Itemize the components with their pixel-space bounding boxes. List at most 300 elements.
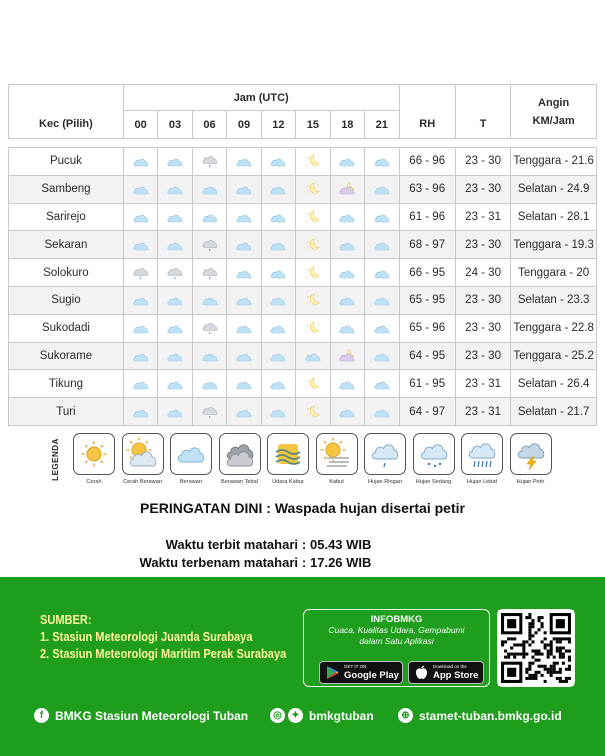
heavy-rain-icon — [461, 433, 503, 475]
header-rh: RH — [399, 85, 455, 139]
kecamatan-cell[interactable]: Sukodadi — [9, 314, 124, 342]
legend-item — [72, 433, 116, 485]
cloud-icon — [170, 433, 212, 475]
legend-label: Udara Kabur — [272, 479, 304, 485]
weather-cell — [365, 148, 399, 176]
moon-icon — [302, 239, 324, 251]
cloudy-icon — [267, 155, 289, 167]
weather-cell — [123, 398, 157, 426]
cloudy-icon — [371, 378, 393, 390]
cloudy-icon — [267, 406, 289, 418]
temperature-cell: 23 - 30 — [455, 148, 510, 176]
cloudy-icon — [164, 183, 186, 195]
legend-label: Hujan Sedang — [415, 479, 452, 485]
facebook-icon: f — [34, 708, 49, 723]
header-hour-12: 12 — [261, 111, 295, 139]
weather-cell — [296, 203, 330, 231]
moon-icon — [302, 155, 324, 167]
rh-cell: 63 - 96 — [399, 175, 455, 203]
header-angin — [511, 85, 597, 139]
moon-cloud-icon — [336, 183, 358, 195]
twitter-icon: ✦ — [288, 708, 303, 723]
kecamatan-cell[interactable]: Solokuro — [9, 259, 124, 287]
legend-label: Hujan Ringan — [368, 479, 402, 485]
haze-icon — [267, 433, 309, 475]
rh-cell: 64 - 95 — [399, 342, 455, 370]
cloudy-icon — [371, 350, 393, 362]
rh-cell: 65 - 95 — [399, 286, 455, 314]
legend-label: Berawan — [179, 479, 203, 485]
light-rain-icon — [130, 267, 152, 279]
legend-item — [412, 433, 456, 485]
weather-cell — [296, 342, 330, 370]
weather-cell — [192, 370, 226, 398]
kecamatan-cell[interactable]: Sarirejo — [9, 203, 124, 231]
wind-cell: Selatan - 24.9 — [511, 175, 597, 203]
header-jam: Jam (UTC) — [123, 85, 399, 111]
kecamatan-cell[interactable]: Pucuk — [9, 148, 124, 176]
weather-cell — [365, 231, 399, 259]
weather-cell — [261, 259, 295, 287]
weather-cell — [261, 314, 295, 342]
header-hour-15: 15 — [296, 111, 330, 139]
kecamatan-cell[interactable]: Tikung — [9, 370, 124, 398]
temperature-cell: 23 - 30 — [455, 314, 510, 342]
moon-cloud-icon — [336, 350, 358, 362]
sunset-value: 17.26 WIB — [310, 555, 372, 570]
weather-cell — [261, 203, 295, 231]
kecamatan-cell[interactable]: Turi — [9, 398, 124, 426]
cloudy-icon — [267, 322, 289, 334]
cloudy-icon — [233, 267, 255, 279]
sun-times — [110, 537, 371, 573]
cloudy-icon — [130, 183, 152, 195]
cloudy-icon — [233, 406, 255, 418]
cloudy-icon — [130, 211, 152, 223]
sunset-label: Waktu terbenam matahari — [139, 555, 298, 570]
weather-cell — [261, 398, 295, 426]
infobmkg-box — [303, 609, 490, 687]
table-row — [9, 370, 597, 398]
cloudy-icon — [267, 378, 289, 390]
source-title: SUMBER: — [40, 612, 92, 627]
cloudy-icon — [233, 183, 255, 195]
weather-cell — [296, 148, 330, 176]
weather-cell — [261, 175, 295, 203]
moon-icon — [302, 267, 324, 279]
cloudy-icon — [233, 155, 255, 167]
wind-cell: Selatan - 21.7 — [511, 398, 597, 426]
cloudy-icon — [371, 322, 393, 334]
sun-cloud-icon — [122, 433, 164, 475]
temperature-cell: 23 - 30 — [455, 231, 510, 259]
cloudy-icon — [199, 378, 221, 390]
sunrise-colon: : — [301, 537, 307, 552]
legend-label: Hujan Petir — [516, 479, 545, 485]
header-hour-09: 09 — [227, 111, 261, 139]
cloudy-icon — [336, 406, 358, 418]
weather-cell — [330, 148, 364, 176]
cloudy-icon — [164, 378, 186, 390]
weather-cell — [296, 314, 330, 342]
sunrise-label: Waktu terbit matahari — [165, 537, 298, 552]
cloudy-icon — [371, 294, 393, 306]
cloudy-icon — [130, 378, 152, 390]
weather-cell — [227, 231, 261, 259]
weather-cell — [261, 370, 295, 398]
header-kec[interactable]: Kec (Pilih) — [9, 85, 124, 139]
source-item-1: 1. Stasiun Meteorologi Juanda Surabaya — [40, 629, 253, 644]
legend-label: Cerah Berawan — [123, 479, 162, 485]
moon-icon — [302, 378, 324, 390]
weather-cell — [296, 231, 330, 259]
legend-item — [363, 433, 407, 485]
table-row — [9, 203, 597, 231]
weather-cell — [123, 370, 157, 398]
cloudy-icon — [371, 183, 393, 195]
infobmkg-subtitle-2: dalam Satu Aplikasi — [359, 636, 434, 646]
wind-cell: Selatan - 23.3 — [511, 286, 597, 314]
legend-label: Cerah — [86, 479, 102, 485]
weather-cell — [330, 370, 364, 398]
legend-label: Berawan Tebal — [221, 479, 258, 485]
early-warning: PERINGATAN DINI : Waspada hujan disertai petir — [140, 500, 465, 516]
table-row — [9, 314, 597, 342]
weather-cell — [330, 231, 364, 259]
wind-cell: Tenggara - 21.6 — [511, 148, 597, 176]
legend-item — [218, 433, 262, 485]
light-rain-icon — [164, 267, 186, 279]
legend — [48, 433, 558, 497]
weather-cell — [192, 398, 226, 426]
infobmkg-subtitle-1: Cuaca, Kualitas Udara, Gempabumi — [328, 625, 465, 635]
cloudy-icon — [233, 239, 255, 251]
rh-cell: 65 - 96 — [399, 314, 455, 342]
legend-title: LEGENDA — [50, 438, 60, 481]
weather-cell — [330, 259, 364, 287]
weather-cell — [227, 370, 261, 398]
weather-cell — [227, 148, 261, 176]
cloudy-icon — [199, 211, 221, 223]
cloudy-icon — [130, 239, 152, 251]
weather-cell — [261, 286, 295, 314]
source-item-2: 2. Stasiun Meteorologi Maritim Perak Surabaya — [40, 646, 287, 661]
weather-cell — [123, 148, 157, 176]
cloudy-icon — [371, 155, 393, 167]
moon-icon — [302, 294, 324, 306]
instagram-icon: ◎ — [270, 708, 285, 723]
moon-icon — [302, 406, 324, 418]
moderate-rain-icon — [413, 433, 455, 475]
cloudy-icon — [336, 378, 358, 390]
weather-cell — [227, 286, 261, 314]
cloudy-icon — [233, 211, 255, 223]
weather-cell — [158, 286, 192, 314]
wind-cell: Tenggara - 25.2 — [511, 342, 597, 370]
cloudy-icon — [164, 322, 186, 334]
temperature-cell: 23 - 30 — [455, 342, 510, 370]
weather-cell — [227, 175, 261, 203]
weather-cell — [158, 342, 192, 370]
cloudy-icon — [267, 183, 289, 195]
wind-cell: Tenggara - 22.8 — [511, 314, 597, 342]
light-rain-icon — [199, 239, 221, 251]
weather-cell — [123, 314, 157, 342]
temperature-cell: 23 - 31 — [455, 370, 510, 398]
forecast-rows — [9, 148, 597, 426]
weather-cell — [365, 286, 399, 314]
facebook-link[interactable] — [34, 708, 248, 723]
table-row — [9, 259, 597, 287]
weather-cell — [261, 231, 295, 259]
cloudy-icon — [336, 211, 358, 223]
cloudy-icon — [130, 350, 152, 362]
weather-cell — [227, 314, 261, 342]
cloudy-icon — [164, 350, 186, 362]
weather-cell — [192, 175, 226, 203]
rh-cell: 61 - 95 — [399, 370, 455, 398]
weather-cell — [261, 148, 295, 176]
weather-cell — [227, 203, 261, 231]
light-rain-icon — [199, 406, 221, 418]
wind-cell: Tenggara - 20 — [511, 259, 597, 287]
weather-cell — [365, 314, 399, 342]
cloudy-icon — [371, 239, 393, 251]
cloudy-icon — [267, 239, 289, 251]
instagram-label: bmkgtuban — [309, 708, 374, 723]
weather-cell — [365, 203, 399, 231]
cloudy-icon — [233, 294, 255, 306]
cloudy-icon — [164, 294, 186, 306]
weather-cell — [158, 370, 192, 398]
cloudy-icon — [199, 294, 221, 306]
cloudy-icon — [336, 322, 358, 334]
weather-cell — [261, 342, 295, 370]
weather-cell — [227, 259, 261, 287]
light-rain-icon — [364, 433, 406, 475]
weather-cell — [123, 231, 157, 259]
weather-cell — [158, 314, 192, 342]
weather-cell — [365, 175, 399, 203]
sunrise-value: 05.43 WIB — [310, 537, 372, 552]
weather-cell — [365, 259, 399, 287]
weather-cell — [296, 259, 330, 287]
sun-icon — [73, 433, 115, 475]
kecamatan-cell[interactable]: Sukorame — [9, 342, 124, 370]
weather-cell — [158, 148, 192, 176]
cloudy-icon — [164, 406, 186, 418]
thunderstorm-icon — [510, 433, 552, 475]
weather-cell — [123, 203, 157, 231]
table-row — [9, 231, 597, 259]
kecamatan-cell[interactable]: Sugio — [9, 286, 124, 314]
qr-code[interactable] — [497, 609, 575, 687]
weather-cell — [123, 175, 157, 203]
app-store-small: Download on the — [433, 664, 467, 669]
cloudy-icon — [130, 406, 152, 418]
google-play-label: Google Play — [344, 670, 399, 681]
weather-cell — [123, 286, 157, 314]
legend-item — [509, 433, 553, 485]
table-row — [9, 342, 597, 370]
rh-cell: 61 - 96 — [399, 203, 455, 231]
cloudy-icon — [336, 239, 358, 251]
legend-label: Kabut — [329, 479, 344, 485]
weather-cell — [192, 203, 226, 231]
facebook-label: BMKG Stasiun Meteorologi Tuban — [55, 708, 249, 723]
legend-item — [460, 433, 504, 485]
light-rain-icon — [199, 322, 221, 334]
header-angin-unit: KM/Jam — [532, 114, 575, 127]
rh-cell: 64 - 97 — [399, 398, 455, 426]
thick-cloud-icon — [219, 433, 261, 475]
cloudy-icon — [199, 183, 221, 195]
header-hour-06: 06 — [192, 111, 226, 139]
sunset-colon: : — [301, 555, 307, 570]
weather-cell — [192, 286, 226, 314]
weather-cell — [158, 259, 192, 287]
moon-icon — [302, 183, 324, 195]
weather-cell — [296, 286, 330, 314]
globe-icon: ⊕ — [398, 708, 413, 723]
weather-cell — [192, 231, 226, 259]
cloudy-icon — [130, 155, 152, 167]
weather-cell — [330, 203, 364, 231]
website-label: stamet-tuban.bmkg.go.id — [419, 708, 562, 723]
weather-cell — [365, 370, 399, 398]
weather-cell — [123, 342, 157, 370]
cloudy-icon — [267, 350, 289, 362]
kecamatan-cell[interactable]: Sambeng — [9, 175, 124, 203]
weather-cell — [365, 342, 399, 370]
moon-icon — [302, 322, 324, 334]
table-row — [9, 175, 597, 203]
google-play-button[interactable] — [319, 661, 403, 684]
weather-cell — [158, 398, 192, 426]
footer — [0, 577, 605, 756]
temperature-cell: 23 - 31 — [455, 398, 510, 426]
wind-cell: Selatan - 26.4 — [511, 370, 597, 398]
cloudy-icon — [164, 239, 186, 251]
weather-cell — [365, 398, 399, 426]
social-links[interactable] — [270, 708, 374, 723]
weather-cell — [192, 259, 226, 287]
weather-cell — [192, 148, 226, 176]
app-store-button[interactable] — [408, 661, 484, 684]
light-rain-icon — [199, 267, 221, 279]
cloudy-icon — [336, 267, 358, 279]
legend-item — [169, 433, 213, 485]
temperature-cell: 24 - 30 — [455, 259, 510, 287]
kecamatan-cell[interactable]: Sekaran — [9, 231, 124, 259]
weather-cell — [227, 342, 261, 370]
cloudy-icon — [233, 322, 255, 334]
source-block — [40, 611, 287, 662]
light-rain-icon — [199, 155, 221, 167]
legend-item — [266, 433, 310, 485]
cloudy-icon — [233, 350, 255, 362]
weather-cell — [158, 231, 192, 259]
table-row — [9, 398, 597, 426]
header-hour-21: 21 — [365, 111, 399, 139]
rh-cell: 66 - 95 — [399, 259, 455, 287]
cloudy-icon — [267, 294, 289, 306]
wind-cell: Tenggara - 19.3 — [511, 231, 597, 259]
cloudy-icon — [164, 211, 186, 223]
weather-cell — [330, 286, 364, 314]
cloudy-icon — [164, 155, 186, 167]
cloudy-icon — [302, 350, 324, 362]
infobmkg-title: INFOBMKG — [370, 614, 423, 625]
weather-cell — [330, 314, 364, 342]
weather-cell — [296, 370, 330, 398]
cloudy-icon — [233, 378, 255, 390]
wind-cell: Selatan - 28.1 — [511, 203, 597, 231]
qr-code-icon — [498, 610, 574, 686]
sunrise-row — [110, 537, 371, 555]
weather-cell — [296, 175, 330, 203]
temperature-cell: 23 - 30 — [455, 175, 510, 203]
header-hour-00: 00 — [123, 111, 157, 139]
cloudy-icon — [130, 322, 152, 334]
moon-icon — [302, 211, 324, 223]
legend-label: Hujan Lebat — [466, 479, 498, 485]
weather-cell — [192, 314, 226, 342]
google-play-icon — [326, 665, 340, 680]
fog-icon — [316, 433, 358, 475]
weather-cell — [158, 175, 192, 203]
header-gap — [9, 139, 597, 148]
forecast-table-container — [8, 84, 597, 426]
rh-cell: 68 - 97 — [399, 231, 455, 259]
apple-icon — [415, 665, 428, 680]
legend-item — [121, 433, 165, 485]
website-link[interactable] — [398, 708, 562, 723]
cloudy-icon — [199, 350, 221, 362]
legend-item — [315, 433, 359, 485]
header-angin-label: Angin — [538, 96, 570, 109]
weather-cell — [330, 398, 364, 426]
cloudy-icon — [267, 267, 289, 279]
temperature-cell: 23 - 30 — [455, 286, 510, 314]
cloudy-icon — [130, 294, 152, 306]
weather-cell — [227, 398, 261, 426]
weather-cell — [330, 175, 364, 203]
forecast-table — [8, 84, 597, 426]
cloudy-icon — [336, 155, 358, 167]
weather-cell — [330, 342, 364, 370]
sunset-row — [110, 555, 371, 573]
cloudy-icon — [371, 406, 393, 418]
table-row — [9, 148, 597, 176]
table-row — [9, 286, 597, 314]
app-store-label: App Store — [433, 670, 479, 681]
rh-cell: 66 - 96 — [399, 148, 455, 176]
weather-cell — [123, 259, 157, 287]
weather-cell — [296, 398, 330, 426]
header-hour-18: 18 — [330, 111, 364, 139]
cloudy-icon — [371, 211, 393, 223]
google-play-small: GET IT ON — [344, 664, 367, 669]
temperature-cell: 23 - 31 — [455, 203, 510, 231]
weather-cell — [192, 342, 226, 370]
weather-cell — [158, 203, 192, 231]
header-t: T — [455, 85, 510, 139]
cloudy-icon — [336, 294, 358, 306]
header-hour-03: 03 — [158, 111, 192, 139]
cloudy-icon — [371, 267, 393, 279]
cloudy-icon — [267, 211, 289, 223]
